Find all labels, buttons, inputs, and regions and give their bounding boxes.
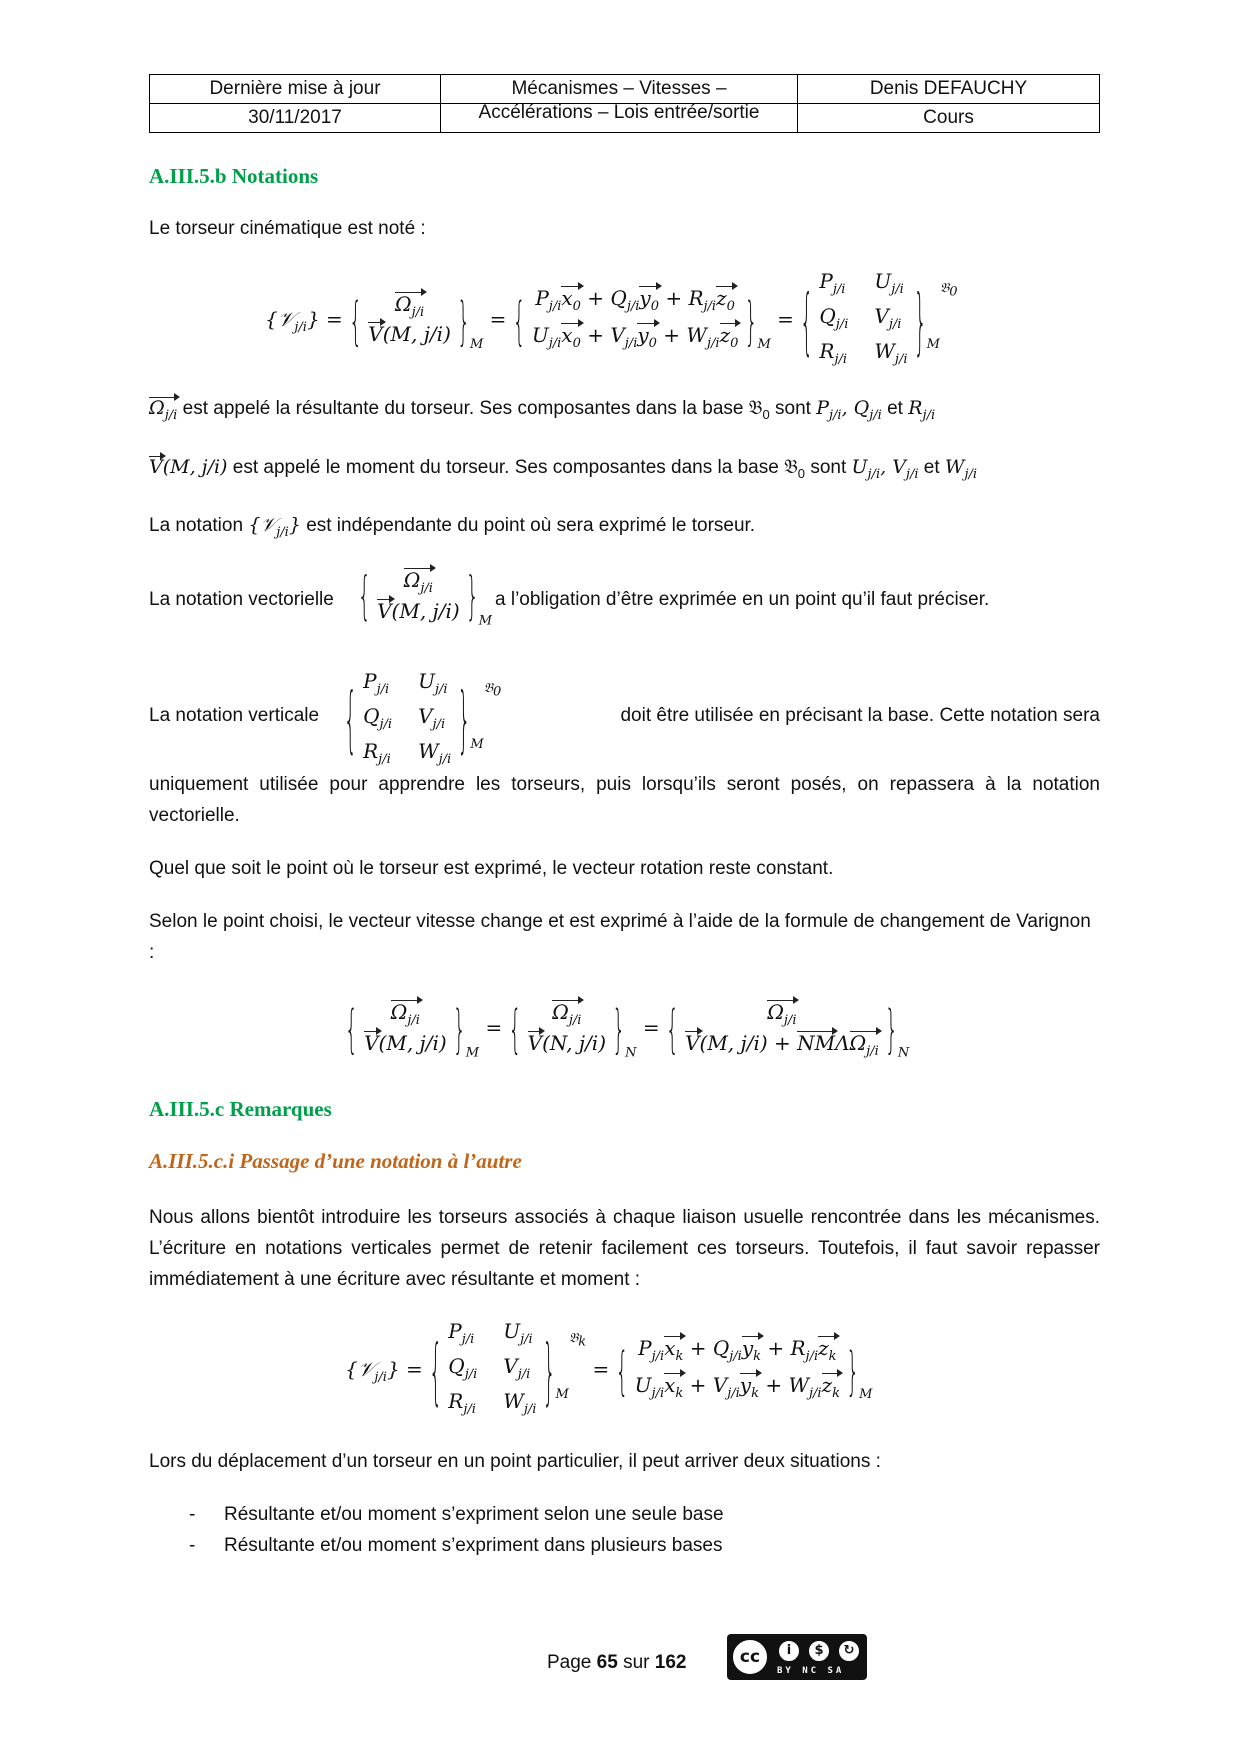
last-update-label: Dernière mise à jour — [150, 75, 441, 104]
section-heading-passage: A.III.5.c.i Passage d’une notation à l’autre — [149, 1149, 522, 1173]
paragraph-resultante: $\Omega_{j/i}$ est appelé la résultante du torseur. Ses composantes dans la base 𝔅$_0$ sont $P_{j/i}$, $Q_{j/i}$ et $R_{j/i}$ — [149, 397, 936, 423]
section-heading-notations: A.III.5.b Notations — [149, 164, 319, 188]
sa-icon: ↻ — [837, 1639, 861, 1663]
page-number: Page 65 sur 162 — [547, 1652, 687, 1673]
paragraph-notation: La notation {𝒱$_{j/i}$} est indépendante du point où sera exprimé le torseur. — [149, 514, 756, 540]
paragraph-deplacement: Lors du déplacement d’un torseur en un point particulier, il peut arriver deux situations : — [149, 1451, 881, 1472]
paragraph-moment: V(M, j/i) est appelé le moment du torseur. Ses composantes dans la base 𝔅$_0$ sont $U_{j/i}$, $V_{j/i}$ et $W_{j/i}$ — [149, 456, 978, 482]
header-table — [149, 74, 1100, 133]
title-line2: Accélérations – Lois entrée/sortie — [441, 104, 798, 133]
bullet-list — [149, 1499, 1100, 1561]
paragraph-constant: Quel que soit le point où le torseur est exprimé, le vecteur rotation reste constant. — [149, 858, 834, 879]
cc-icon: cc — [731, 1638, 769, 1676]
creative-commons-license-badge — [727, 1634, 867, 1680]
paragraph-verticale-cont: uniquement utilisée pour apprendre les torseurs, puis lorsqu’ils seront posés, on repassera à la notation vectorielle. — [149, 774, 1100, 826]
cc-license-label: BY NC SA — [777, 1666, 845, 1676]
equation-passage: {𝒱$_{j/i}$} = { $P_{j/i}$ $U_{j/i}$ $Q_{j/i}$ $V_{j/i}$ $R_{j/i}$ $W_{j/i}$ }$_M^{𝔅_k}$ = { $P_{j/i}x_k + Q_{j/i}y_k + R_{j/i}z_k$ $U_{j/i}x_k + V_{j/i}y_k + W_{j/i}z_k$ }$_M$ — [345, 1319, 873, 1417]
nc-icon: $ — [807, 1639, 831, 1663]
paragraph-introduire: Nous allons bientôt introduire les torseurs associés à chaque liaison usuelle rencontrée dans les mécanismes. L’écriture en notations verticales permet de retenir facilement ces torseurs. Toutefois, il faut savoir repasser immédiatement à une écriture avec résultante et moment : — [149, 1207, 1100, 1290]
paragraph-varignon: Selon le point choisi, le vecteur vitesse change et est exprimé à l’aide de la formule de changement de Varignon : — [149, 911, 1091, 963]
intro-text: Le torseur cinématique est noté : — [149, 218, 426, 239]
paragraph-vectorielle: La notation vectorielle { $\Omega_{j/i}$ V(M, j/i) }$_M$ a l’obligation d’être exprimée en un point qu’il faut préciser. — [149, 564, 990, 629]
doc-type: Cours — [798, 104, 1100, 133]
title-line1: Mécanismes – Vitesses – — [441, 75, 798, 104]
paragraph-verticale: La notation verticale { $P_{j/i}$ $U_{j/i}$ $Q_{j/i}$ $V_{j/i}$ $R_{j/i}$ $W_{j/i}$ }$_M^{𝔅_0}$ doit être utilisée en précisant la base. Cette notation sera — [149, 669, 1100, 767]
date: 30/11/2017 — [150, 104, 441, 133]
equation-torseur: {𝒱$_{j/i}$} = { $\Omega_{j/i}$ V(M, j/i) }$_M$ = { $P_{j/i}x_0 + Q_{j/i}y_0 + R_{j/i}z_0$ $U_{j/i}x_0 + V_{j/i}y_0 + W_{j/i}z_0$ }$_M$ = { $P_{j/i}$ $U_{j/i}$ $Q_{j/i}$ $V_{j/i}$ $R_{j/i}$ $W_{j/i}$ }$_M^{𝔅_0}$ — [265, 269, 958, 367]
section-heading-remarques: A.III.5.c Remarques — [149, 1097, 332, 1121]
list-item: - Résultante et/ou moment s’expriment dans plusieurs bases — [149, 1530, 1100, 1561]
by-icon: i — [777, 1639, 801, 1663]
list-item: - Résultante et/ou moment s’expriment selon une seule base — [149, 1499, 1100, 1530]
author: Denis DEFAUCHY — [798, 75, 1100, 104]
equation-varignon: { $\Omega_{j/i}$ V(M, j/i) }$_M$ = { $\Omega_{j/i}$ V(N, j/i) }$_N$ = { $\Omega_{j/i}$ V(M, $j/i) + NM\Lambda\Omega_{j/i}$ }$_N$ — [345, 997, 910, 1061]
